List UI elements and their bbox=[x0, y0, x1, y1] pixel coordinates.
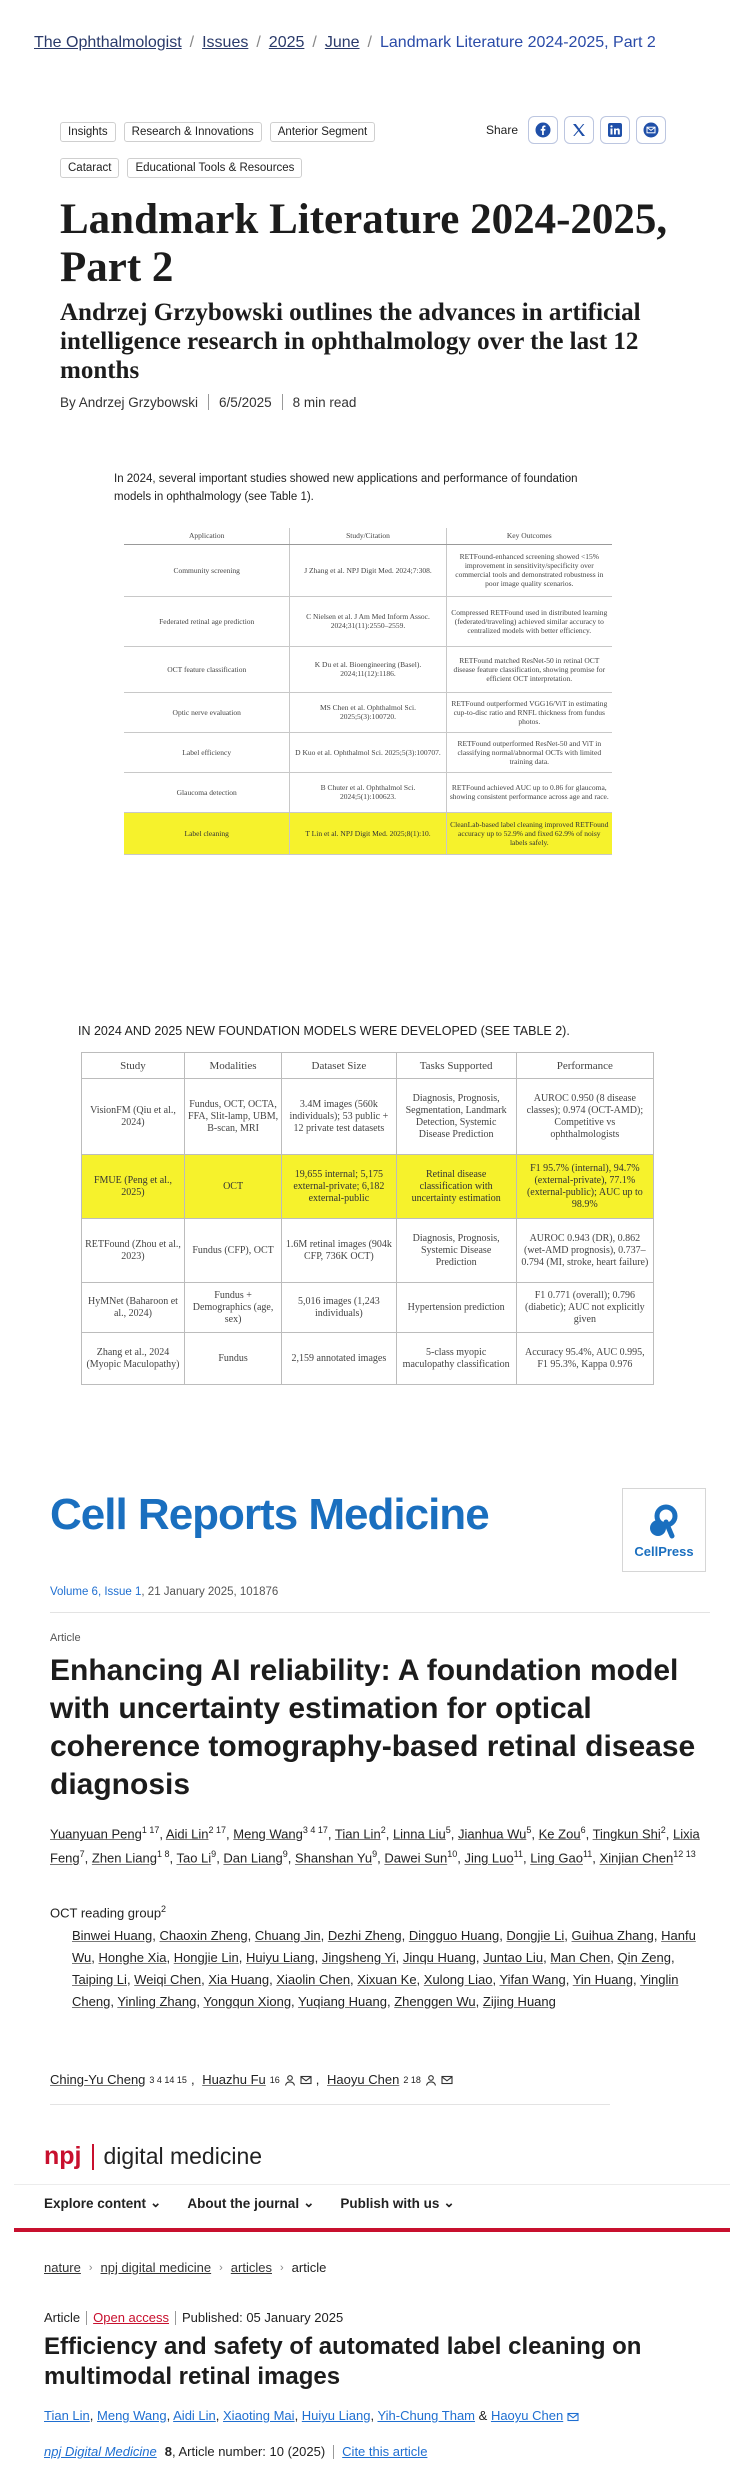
table-cell: RETFound (Zhou et al., 2023) bbox=[82, 1219, 185, 1283]
author-link[interactable]: Haoyu Chen bbox=[327, 2072, 400, 2087]
breadcrumb-separator: / bbox=[367, 34, 372, 51]
group-member-link[interactable]: Zhenggen Wu bbox=[394, 1994, 476, 2009]
page-subtitle: Andrzej Grzybowski outlines the advances in artificial intelligence research in ophthalmology over the last 12 months bbox=[60, 299, 641, 384]
group-member-link[interactable]: Xixuan Ke bbox=[357, 1972, 417, 1987]
author-link[interactable]: Huiyu Liang bbox=[301, 2408, 371, 2423]
table-cell: RETFound matched ResNet-50 in retinal OCT disease feature classification, showing promise for efficient OCT interpretation. bbox=[446, 646, 612, 692]
group-member-link[interactable]: Yinling Zhang bbox=[117, 1994, 197, 2009]
table-cell: Retinal disease classification with uncertainty estimation bbox=[396, 1155, 516, 1219]
table2-intro: IN 2024 AND 2025 NEW FOUNDATION MODELS WERE DEVELOPED (SEE TABLE 2). bbox=[78, 1024, 570, 1038]
author-link[interactable]: Ke Zou bbox=[538, 1826, 581, 1842]
author-affiliation: 1 17 bbox=[141, 1825, 160, 1835]
author-affiliation: 11 bbox=[513, 1849, 523, 1860]
table-row bbox=[124, 692, 612, 732]
npj-mark: npj bbox=[44, 2142, 82, 2170]
table-cell: F1 0.771 (overall); 0.796 (diabetic); AUC not explicitly given bbox=[516, 1283, 653, 1333]
table-row bbox=[124, 596, 612, 646]
table-cell: 2,159 annotated images bbox=[282, 1333, 396, 1385]
paper-title: Enhancing AI reliability: A foundation model with uncertainty estimation for optical coherence tomography-based retinal disease diagnosis bbox=[50, 1654, 696, 1801]
table-header-row bbox=[124, 528, 612, 544]
author-affiliation: 1 8 bbox=[156, 1849, 170, 1860]
author-link[interactable]: Xiaoting Mai bbox=[223, 2408, 295, 2423]
table-cell: RETFound achieved AUC up to 0.86 for glaucoma, showing consistent performance across age and race. bbox=[446, 772, 612, 812]
volume-number: 8 bbox=[164, 2444, 172, 2459]
author-name: By Andrzej Grzybowski bbox=[60, 394, 199, 410]
reading-group-label bbox=[50, 1904, 166, 1920]
citation-details bbox=[165, 2444, 325, 2459]
publish-date: 6/5/2025 bbox=[219, 394, 272, 410]
table-row bbox=[82, 1219, 654, 1283]
journal-link[interactable]: npj Digital Medicine bbox=[44, 2444, 157, 2459]
journal-logo-cell-reports-medicine[interactable]: Cell Reports Medicine bbox=[50, 1490, 489, 1539]
page-title: Landmark Literature 2024-2025, Part 2 bbox=[60, 196, 668, 291]
breadcrumb bbox=[34, 34, 656, 52]
table-cell: Fundus (CFP), OCT bbox=[184, 1219, 281, 1283]
author-affiliation: 9 bbox=[282, 1849, 288, 1860]
group-member-link[interactable]: Honghe Xia bbox=[98, 1950, 167, 1965]
tag-insights[interactable]: Insights bbox=[60, 122, 116, 142]
table-cell: J Zhang et al. NPJ Digit Med. 2024;7:308. bbox=[290, 544, 446, 596]
linkedin-icon bbox=[607, 122, 623, 138]
breadcrumb-link-issues[interactable]: Issues bbox=[202, 34, 249, 51]
chevron-down-icon: ⌄ bbox=[150, 2195, 162, 2210]
author-link[interactable]: Haoyu Chen bbox=[490, 2408, 564, 2423]
meta-divider bbox=[333, 2445, 334, 2459]
table-cell: 5-class myopic maculopathy classification bbox=[396, 1333, 516, 1385]
group-member-link[interactable]: Qin Zeng bbox=[617, 1950, 671, 1965]
table-cell: F1 95.7% (internal), 94.7% (external-private), 77.1% (external-public); AUC up to 98.9% bbox=[516, 1155, 653, 1219]
email-icon[interactable] bbox=[300, 2074, 312, 2086]
author-affiliation: 5 bbox=[445, 1825, 451, 1835]
author-link[interactable]: Linna Liu bbox=[392, 1826, 446, 1842]
tag-anterior-segment[interactable]: Anterior Segment bbox=[270, 122, 376, 142]
author-affiliation: 3 4 17 bbox=[302, 1825, 328, 1835]
author-link[interactable]: Xinjian Chen bbox=[599, 1850, 674, 1866]
author-link[interactable]: Yuanyuan Peng bbox=[50, 1826, 142, 1842]
x-icon bbox=[571, 122, 587, 138]
share-x-button[interactable] bbox=[564, 116, 594, 144]
reading-group-name: OCT reading group bbox=[50, 1905, 162, 1921]
separator: , bbox=[190, 2072, 199, 2087]
open-access-link[interactable]: Open access bbox=[93, 2310, 169, 2325]
author-affiliation: 9 bbox=[372, 1849, 378, 1860]
breadcrumb-current: Landmark Literature 2024-2025, Part 2 bbox=[380, 34, 656, 51]
group-member-link[interactable]: Chuang Jin bbox=[254, 1928, 321, 1943]
author-affiliation: 2 bbox=[380, 1825, 386, 1835]
author-link[interactable]: Jing Luo bbox=[464, 1850, 514, 1866]
author-affiliation: 3 4 14 15 bbox=[149, 2074, 187, 2085]
table-header: Tasks Supported bbox=[396, 1053, 516, 1079]
email-icon bbox=[643, 122, 659, 138]
table-row bbox=[82, 1079, 654, 1155]
table1-intro: In 2024, several important studies showed new applications and performance of foundation models in ophthalmology (see Table 1). bbox=[114, 473, 578, 503]
npj-journal-logo[interactable] bbox=[44, 2142, 262, 2171]
author-link[interactable]: Ching-Yu Cheng bbox=[50, 2072, 146, 2087]
author-link[interactable]: Zhen Liang bbox=[91, 1850, 157, 1866]
table-row bbox=[124, 732, 612, 772]
byline-divider bbox=[208, 394, 209, 410]
author-link[interactable]: Huazhu Fu bbox=[202, 2072, 266, 2087]
table-cell: Diagnosis, Prognosis, Systemic Disease Prediction bbox=[396, 1219, 516, 1283]
table-cell: RETFound outperformed ResNet-50 and ViT in classifying normal/abnormal OCTs with limited training data. bbox=[446, 732, 612, 772]
nav-publish-with-us[interactable] bbox=[340, 2195, 454, 2211]
group-member-link[interactable]: Yifan Wang bbox=[499, 1972, 566, 1987]
nav-about-journal[interactable] bbox=[187, 2195, 314, 2211]
table-cell: Glaucoma detection bbox=[124, 772, 290, 812]
group-member-link[interactable]: Huiyu Liang bbox=[245, 1950, 315, 1965]
cite-this-article-link[interactable]: Cite this article bbox=[342, 2444, 428, 2459]
group-member-link[interactable]: Yuqiang Huang bbox=[298, 1994, 387, 2009]
table2-new-foundation-models bbox=[81, 1052, 654, 1385]
table-cell: Fundus bbox=[184, 1333, 281, 1385]
table-cell: CleanLab-based label cleaning improved RETFound accuracy up to 52.9% and fixed 62.9% of noisy labels safely. bbox=[446, 812, 612, 854]
email-icon[interactable] bbox=[441, 2074, 453, 2086]
table-cell: B Chuter et al. Ophthalmol Sci. 2024;5(1):100623. bbox=[290, 772, 446, 812]
nav-label: About the journal bbox=[187, 2195, 300, 2211]
table-row bbox=[124, 646, 612, 692]
share-facebook-button[interactable] bbox=[528, 116, 558, 144]
breadcrumb-separator: / bbox=[189, 34, 195, 51]
author-link[interactable]: Meng Wang bbox=[97, 2408, 167, 2423]
author-affiliation: 12 13 bbox=[673, 1849, 696, 1860]
group-member-link[interactable]: Xulong Liao bbox=[423, 1972, 493, 1987]
group-member-link[interactable]: Yongqun Xiong bbox=[203, 1994, 292, 2009]
table-cell: 1.6M retinal images (904k CFP, 736K OCT) bbox=[282, 1219, 396, 1283]
table-cell: 3.4M images (560k individuals); 53 public + 12 private test datasets bbox=[282, 1079, 396, 1155]
npj-journal-name: digital medicine bbox=[103, 2143, 263, 2169]
nav-label: Explore content bbox=[44, 2195, 147, 2211]
table-cell: 19,655 internal; 5,175 external-private; 6,182 external-public bbox=[282, 1155, 396, 1219]
table-row bbox=[82, 1333, 654, 1385]
group-member-link[interactable]: Binwei Huang bbox=[72, 1928, 153, 1943]
nav-explore-content[interactable] bbox=[44, 2195, 161, 2211]
table-cell: HyMNet (Baharoon et al., 2024) bbox=[82, 1283, 185, 1333]
table-header: Key Outcomes bbox=[446, 528, 612, 544]
published-date: Published: 05 January 2025 bbox=[182, 2310, 344, 2325]
author-link[interactable]: Yih-Chung Tham bbox=[377, 2408, 476, 2423]
table-cell: OCT bbox=[184, 1155, 281, 1219]
table-cell: Fundus + Demographics (age, sex) bbox=[184, 1283, 281, 1333]
npj-navigation bbox=[44, 2195, 455, 2211]
group-member-link[interactable]: Dingguo Huang bbox=[408, 1928, 500, 1943]
table-cell: Fundus, OCT, OCTA, FFA, Slit-lamp, UBM, B-scan, MRI bbox=[184, 1079, 281, 1155]
table-header: Application bbox=[124, 528, 290, 544]
share-label: Share bbox=[486, 123, 519, 137]
author-affiliation: 16 bbox=[269, 2074, 280, 2085]
group-member-link[interactable]: Jinqu Huang bbox=[402, 1950, 476, 1965]
author-link[interactable]: Tao Li bbox=[176, 1850, 212, 1866]
table-cell: T Lin et al. NPJ Digit Med. 2025;8(1):10. bbox=[290, 812, 446, 854]
article-number: , Article number: 10 (2025) bbox=[171, 2444, 326, 2459]
author-affiliation: 6 bbox=[580, 1825, 586, 1835]
read-time: 8 min read bbox=[292, 394, 357, 410]
group-member-link[interactable]: Guihua Zhang bbox=[571, 1928, 654, 1943]
table-cell: Compressed RETFound used in distributed learning (federated/traveling) achieved similar accuracy to centralized models with better efficiency. bbox=[446, 596, 612, 646]
group-member-link[interactable]: Man Chen bbox=[550, 1950, 611, 1965]
table-cell: Label cleaning bbox=[124, 812, 290, 854]
table-cell: Community screening bbox=[124, 544, 290, 596]
author-affiliation: 2 17 bbox=[208, 1825, 227, 1835]
table-cell: Zhang et al., 2024 (Myopic Maculopathy) bbox=[82, 1333, 185, 1385]
author-affiliation: 2 18 bbox=[403, 2074, 421, 2085]
table1-foundation-model-applications bbox=[124, 528, 612, 855]
chevron-right-icon: › bbox=[279, 2261, 284, 2274]
author-link[interactable]: Lixia Feng bbox=[50, 1826, 700, 1866]
author-link[interactable]: Dan Liang bbox=[223, 1850, 283, 1866]
cellpress-wordmark: CellPress bbox=[634, 1543, 694, 1559]
reading-group-members: Binwei Huang, Chaoxin Zheng, Chuang Jin, Dezhi Zheng, Dingguo Huang, Dongjie Li, Guihua Zhang, Hanfu Wu, Honghe Xia, Hongjie Lin, Huiyu Liang, Jingsheng Yi, Jinqu Huang, Juntao Liu, Man Chen, Qin Zeng, Taiping Li, Weiqi Chen, Xia Huang, Xiaolin Chen, Xixuan Ke, Xulong Liao, Yifan Wang, Yin Huang, Yinglin Cheng, Yinling Zhang, Yongqun Xiong, Yuqiang Huang, Zhenggen Wu, Zijing Huang bbox=[72, 1928, 696, 2009]
table-row-highlighted bbox=[124, 812, 612, 854]
table-cell: FMUE (Peng et al., 2025) bbox=[82, 1155, 185, 1219]
table-row-highlighted bbox=[82, 1155, 654, 1219]
facebook-icon bbox=[535, 122, 551, 138]
nav-accent-rule bbox=[14, 2228, 730, 2232]
email-icon[interactable] bbox=[567, 2411, 579, 2423]
table-cell: D Kuo et al. Ophthalmol Sci. 2025;5(3):100707. bbox=[290, 732, 446, 772]
meta-divider bbox=[175, 2311, 176, 2325]
table-cell: K Du et al. Bioengineering (Basel). 2024;11(12):1186. bbox=[290, 646, 446, 692]
author-link[interactable]: Tian Lin bbox=[334, 1826, 381, 1842]
share-linkedin-button[interactable] bbox=[600, 116, 630, 144]
table-cell: OCT feature classification bbox=[124, 646, 290, 692]
author-link[interactable]: Aidi Lin bbox=[173, 2408, 216, 2423]
table-cell: Federated retinal age prediction bbox=[124, 596, 290, 646]
tag-cataract[interactable]: Cataract bbox=[60, 158, 119, 178]
npj-article-meta bbox=[44, 2310, 343, 2325]
nav-label: Publish with us bbox=[340, 2195, 440, 2211]
table-cell: Diagnosis, Prognosis, Segmentation, Landmark Detection, Systemic Disease Prediction bbox=[396, 1079, 516, 1155]
divider bbox=[14, 2184, 730, 2185]
separator: , bbox=[315, 2072, 324, 2087]
author-affiliation: 10 bbox=[447, 1849, 458, 1860]
divider bbox=[50, 1612, 710, 1613]
chevron-right-icon: › bbox=[88, 2261, 93, 2274]
author-link[interactable]: Shanshan Yu bbox=[294, 1850, 373, 1866]
table-cell: 5,016 images (1,243 individuals) bbox=[282, 1283, 396, 1333]
table-cell: Optic nerve evaluation bbox=[124, 692, 290, 732]
npj-breadcrumb bbox=[44, 2260, 326, 2275]
table-header: Study bbox=[82, 1053, 185, 1079]
author-link[interactable]: Aidi Lin bbox=[165, 1826, 209, 1842]
table-header: Study/Citation bbox=[290, 528, 446, 544]
group-member-link[interactable]: Yinglin Cheng bbox=[72, 1972, 679, 2009]
group-member-link[interactable]: Weiqi Chen bbox=[134, 1972, 202, 1987]
table-header-row bbox=[82, 1053, 654, 1079]
group-member-link[interactable]: Hongjie Lin bbox=[173, 1950, 239, 1965]
breadcrumb-link-home[interactable]: The Ophthalmologist bbox=[34, 34, 182, 51]
group-member-link[interactable]: Hanfu Wu bbox=[72, 1928, 696, 1965]
corresponding-authors bbox=[50, 2072, 453, 2087]
person-icon[interactable] bbox=[284, 2074, 296, 2086]
table-cell: AUROC 0.943 (DR), 0.862 (wet-AMD prognosis), 0.737–0.794 (MI, stroke, heart failure) bbox=[516, 1219, 653, 1283]
group-member-link[interactable]: Chaoxin Zheng bbox=[159, 1928, 248, 1943]
group-member-link[interactable]: Xia Huang bbox=[208, 1972, 270, 1987]
group-member-link[interactable]: Zijing Huang bbox=[482, 1994, 556, 2009]
table-cell: RETFound-enhanced screening showed <15% improvement in sensitivity/specificity over commercial tools and demonstrated robustness in poor image quality scenarios. bbox=[446, 544, 612, 596]
breadcrumb-link-npj[interactable]: npj digital medicine bbox=[100, 2260, 212, 2275]
author-affiliation: 9 bbox=[211, 1849, 217, 1860]
person-icon[interactable] bbox=[425, 2074, 437, 2086]
breadcrumb-separator: / bbox=[312, 34, 317, 51]
author-affiliation: 2 bbox=[660, 1825, 666, 1835]
author-affiliation: 7 bbox=[79, 1849, 85, 1860]
group-member-link[interactable]: Dezhi Zheng bbox=[327, 1928, 402, 1943]
byline-divider bbox=[282, 394, 283, 410]
divider bbox=[50, 2104, 610, 2105]
author-affiliation: 5 bbox=[526, 1825, 532, 1835]
breadcrumb-link-month[interactable]: June bbox=[324, 34, 360, 51]
author-link[interactable]: Meng Wang bbox=[233, 1826, 303, 1842]
meta-divider bbox=[86, 2311, 87, 2325]
chevron-down-icon: ⌄ bbox=[443, 2195, 455, 2210]
byline bbox=[60, 394, 356, 410]
author-link[interactable]: Ling Gao bbox=[530, 1850, 583, 1866]
group-member-link[interactable]: Juntao Liu bbox=[483, 1950, 544, 1965]
table-cell: Accuracy 95.4%, AUC 0.995, F1 95.3%, Kappa 0.976 bbox=[516, 1333, 653, 1385]
group-member-link[interactable]: Jingsheng Yi bbox=[321, 1950, 396, 1965]
table-cell: VisionFM (Qiu et al., 2024) bbox=[82, 1079, 185, 1155]
share-email-button[interactable] bbox=[636, 116, 666, 144]
breadcrumb-current: article bbox=[291, 2260, 327, 2275]
table-cell: MS Chen et al. Ophthalmol Sci. 2025;5(3):100720. bbox=[290, 692, 446, 732]
table-cell: C Nielsen et al. J Am Med Inform Assoc. 2024;31(11):2550–2559. bbox=[290, 596, 446, 646]
table-cell: AUROC 0.950 (8 disease classes); 0.974 (OCT-AMD); Competitive vs ophthalmologists bbox=[516, 1079, 653, 1155]
table-cell: RETFound outperformed VGG16/ViT in estimating cup-to-disc ratio and RNFL thickness from fundus photos. bbox=[446, 692, 612, 732]
table-header: Dataset Size bbox=[282, 1053, 396, 1079]
group-member-link[interactable]: Xiaolin Chen bbox=[276, 1972, 351, 1987]
breadcrumb-link-year[interactable]: 2025 bbox=[268, 34, 305, 51]
volume-line bbox=[50, 1586, 278, 1598]
group-member-link[interactable]: Dongjie Li bbox=[506, 1928, 565, 1943]
table-header: Performance bbox=[516, 1053, 653, 1079]
tag-educational-tools[interactable]: Educational Tools & Resources bbox=[127, 158, 302, 178]
author-affiliation: 11 bbox=[582, 1849, 593, 1860]
table-cell: Label efficiency bbox=[124, 732, 290, 772]
npj-paper-title: Efficiency and safety of automated label cleaning on multimodal retinal images bbox=[44, 2333, 642, 2390]
breadcrumb-link-articles[interactable]: articles bbox=[230, 2260, 272, 2275]
volume-date: , 21 January 2025, 101876 bbox=[141, 1586, 279, 1598]
npj-citation bbox=[44, 2444, 427, 2459]
share-bar bbox=[486, 116, 666, 144]
article-type-label: Article bbox=[44, 2310, 81, 2325]
chevron-right-icon: › bbox=[219, 2261, 223, 2274]
breadcrumb-link-nature[interactable]: nature bbox=[44, 2260, 81, 2275]
reading-group-sup: 2 bbox=[161, 1904, 167, 1914]
article-type-label: Article bbox=[50, 1632, 81, 1644]
author-link[interactable]: Jianhua Wu bbox=[457, 1826, 527, 1842]
table-row bbox=[82, 1283, 654, 1333]
chevron-down-icon: ⌄ bbox=[303, 2195, 315, 2210]
tag-research-innovations[interactable]: Research & Innovations bbox=[124, 122, 262, 142]
group-member-link[interactable]: Yin Huang bbox=[572, 1972, 633, 1987]
table-row bbox=[124, 544, 612, 596]
author-list: Yuanyuan Peng$^{1 17}$, Aidi Lin$^{2 17}$, Meng Wang$^{3 4 17}$, Tian Lin$^2$, Linna Liu$^5$, Jianhua Wu$^5$, Ke Zou$^6$, Tingkun Shi$^2$, Lixia Feng$^7$, Zhen Liang$^{1 8}$, Tao Li$^9$, Dan Liang$^9$, Shanshan Yu$^9$, Dawei Sun$^{10}$, Jing Luo$^{11}$, Ling Gao$^{11}$, Xinjian Chen$^{12 13}$ bbox=[50, 1825, 700, 1866]
group-member-link[interactable]: Taiping Li bbox=[72, 1972, 127, 1987]
cellpress-logo[interactable] bbox=[622, 1488, 706, 1572]
npj-author-list: Tian Lin, Meng Wang, Aidi Lin, Xiaoting Mai, Huiyu Liang, Yih-Chung Tham & Haoyu Chen bbox=[44, 2408, 714, 2423]
author-link[interactable]: Tian Lin bbox=[44, 2408, 90, 2423]
npj-logo-bar bbox=[92, 2144, 94, 2170]
author-link[interactable]: Tingkun Shi bbox=[592, 1826, 661, 1842]
author-link[interactable]: Dawei Sun bbox=[384, 1850, 448, 1866]
breadcrumb-separator: / bbox=[256, 34, 261, 51]
author-and: & bbox=[478, 2408, 488, 2423]
volume-link[interactable]: Volume 6, Issue 1 bbox=[50, 1586, 142, 1598]
table-header: Modalities bbox=[184, 1053, 281, 1079]
table-row bbox=[124, 772, 612, 812]
table-cell: Hypertension prediction bbox=[396, 1283, 516, 1333]
cellpress-mark-icon bbox=[644, 1502, 684, 1542]
